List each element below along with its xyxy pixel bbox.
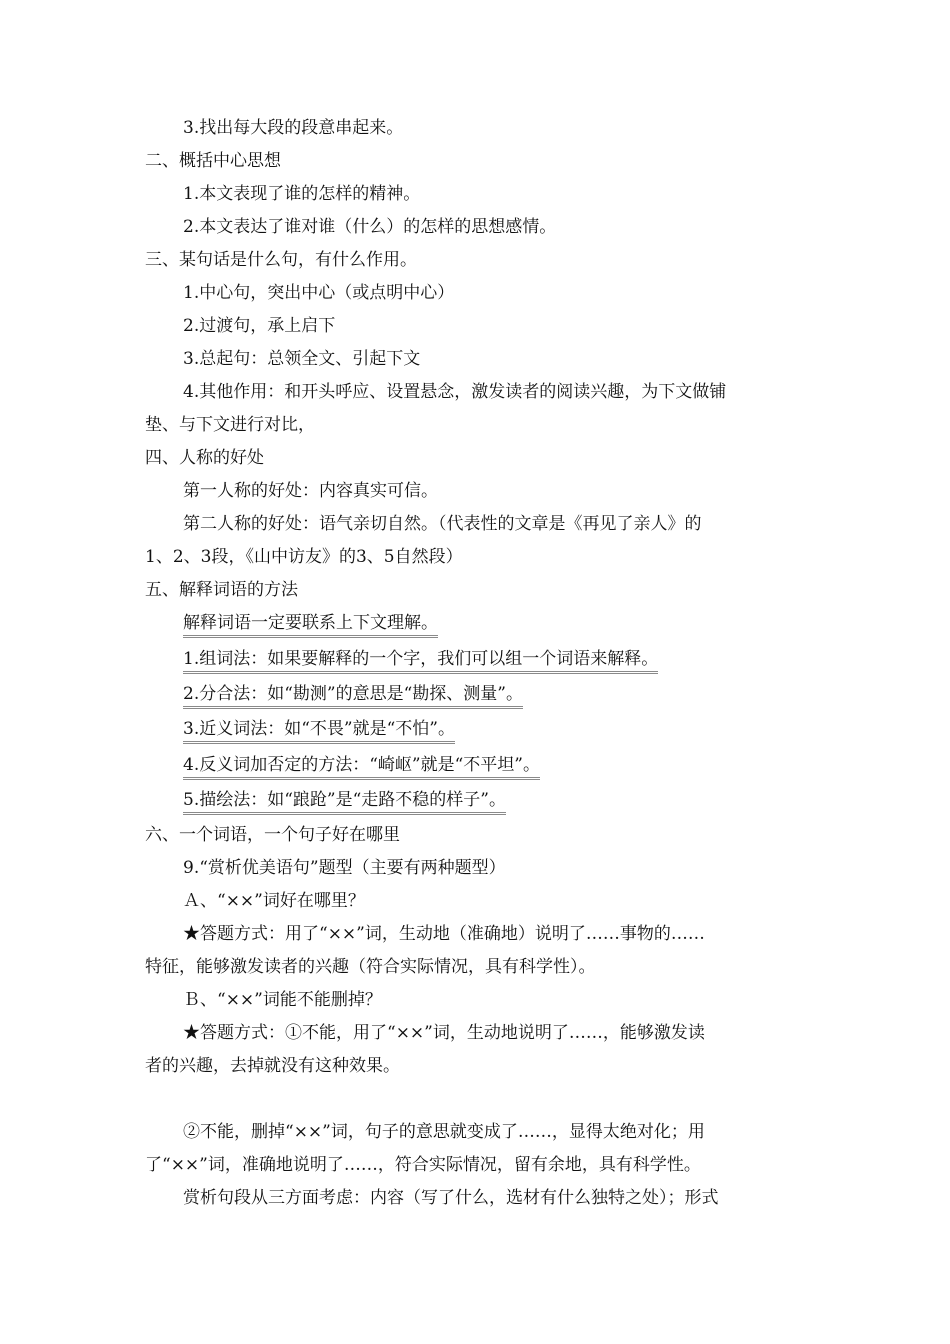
text-line: Ａ、“××”词好在哪里？	[183, 891, 365, 911]
text-line: 2.过渡句，承上启下	[183, 316, 336, 336]
underlined-text: 4.反义词加否定的方法：“崎岖”就是“不平坦”。	[183, 755, 540, 780]
text-line: 1.中心句，突出中心（或点明中心）	[183, 283, 455, 303]
text-line: 赏析句段从三方面考虑：内容（写了什么，选材有什么独特之处）；形式	[183, 1188, 719, 1208]
underlined-text: 2.分合法：如“勘测”的意思是“勘探、测量”。	[183, 684, 523, 709]
text-line: 垫、与下文进行对比，	[145, 415, 315, 435]
text-line: 4.其他作用：和开头呼应、设置悬念，激发读者的阅读兴趣，为下文做铺	[183, 382, 727, 402]
section-heading: 六、一个词语，一个句子好在哪里	[145, 825, 400, 845]
underlined-text: 1.组词法：如果要解释的一个字，我们可以组一个词语来解释。	[183, 649, 658, 674]
section-heading: 四、人称的好处	[145, 448, 264, 468]
underlined-text: 3.近义词法：如“不畏”就是“不怕”。	[183, 719, 455, 744]
underlined-line	[183, 648, 658, 670]
underlined-line	[183, 789, 506, 811]
text-line: 特征，能够激发读者的兴趣（符合实际情况，具有科学性）。	[145, 957, 596, 977]
underlined-line	[183, 754, 540, 776]
text-line: ★答题方式：用了“××”词，生动地（准确地）说明了……事物的……	[183, 924, 705, 944]
text-line: 了“××”词，准确地说明了……，符合实际情况，留有余地，具有科学性。	[145, 1155, 701, 1175]
text-line: 9.“赏析优美语句”题型（主要有两种题型）	[183, 858, 506, 878]
text-line: ★答题方式：①不能，用了“××”词，生动地说明了……，能够激发读	[183, 1023, 705, 1043]
text-line: ②不能，删掉“××”词，句子的意思就变成了……，显得太绝对化；用	[183, 1122, 705, 1142]
section-heading: 三、某句话是什么句，有什么作用。	[145, 250, 417, 270]
text-line: 3.找出每大段的段意串起来。	[183, 118, 404, 138]
text-line: 第二人称的好处：语气亲切自然。（代表性的文章是《再见了亲人》的	[183, 514, 702, 534]
underlined-line	[183, 718, 455, 740]
underlined-text: 5.描绘法：如“踉跄”是“走路不稳的样子”。	[183, 790, 506, 815]
text-line: 3.总起句：总领全文、引起下文	[183, 349, 421, 369]
text-line: Ｂ、“××”词能不能删掉？	[183, 990, 382, 1010]
text-line: 者的兴趣，去掉就没有这种效果。	[145, 1056, 400, 1076]
section-heading: 五、解释词语的方法	[145, 580, 298, 600]
text-line: 2.本文表达了谁对谁（什么）的怎样的思想感情。	[183, 217, 557, 237]
section-heading: 二、概括中心思想	[145, 151, 281, 171]
text-line: 1.本文表现了谁的怎样的精神。	[183, 184, 421, 204]
text-line: 1、2、3段，《山中访友》的3、5自然段）	[145, 547, 463, 567]
underlined-line	[183, 612, 438, 634]
underlined-line	[183, 683, 523, 705]
underlined-text: 解释词语一定要联系上下文理解。	[183, 613, 438, 638]
text-line: 第一人称的好处：内容真实可信。	[183, 481, 438, 501]
